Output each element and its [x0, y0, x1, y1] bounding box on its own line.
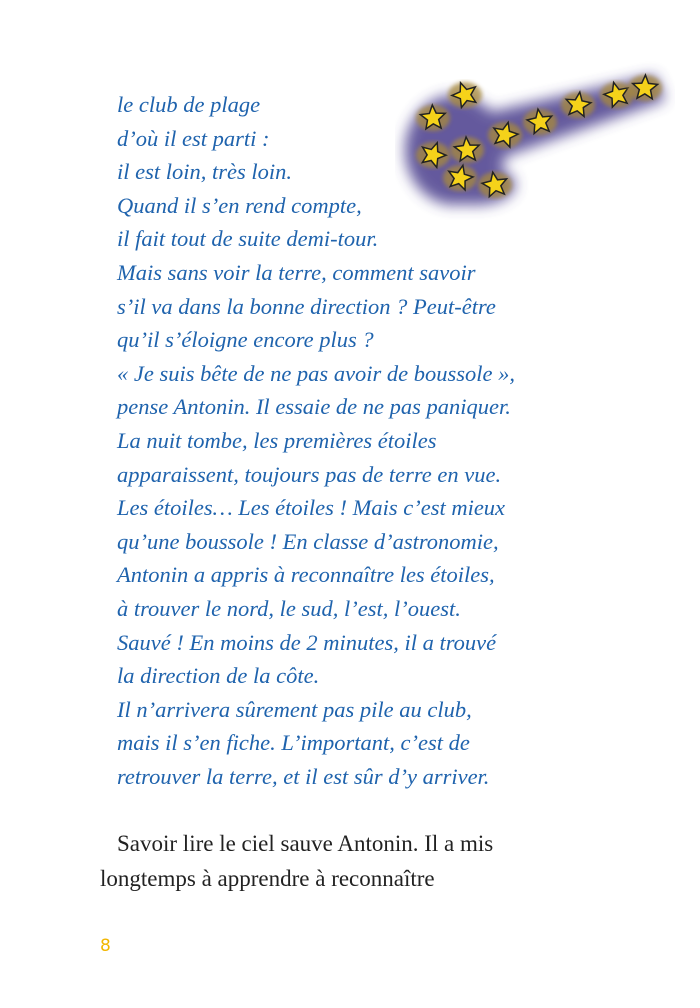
story-line: retrouver la terre, et il est sûr d’y arriver.: [117, 763, 490, 789]
story-line: Mais sans voir la terre, comment savoir: [117, 259, 476, 285]
page-number: 8: [100, 936, 111, 956]
story-line: qu’il s’éloigne encore plus ?: [117, 327, 374, 353]
story-line: pense Antonin. Il essaie de ne pas paniquer.: [117, 394, 511, 420]
story-line: mais il s’en fiche. L’important, c’est de: [117, 730, 470, 756]
story-line: s’il va dans la bonne direction ? Peut-être: [117, 293, 496, 319]
paragraph-line: longtemps à apprendre à reconnaître: [100, 866, 435, 891]
story-line: « Je suis bête de ne pas avoir de boussole »,: [117, 360, 516, 386]
story-text: [117, 88, 515, 793]
story-line: il fait tout de suite demi-tour.: [117, 226, 379, 252]
story-line: Les étoiles… Les étoiles ! Mais c’est mieux: [117, 495, 506, 521]
story-line: qu’une boussole ! En classe d’astronomie,: [117, 528, 499, 554]
story-line: Sauvé ! En moins de 2 minutes, il a trouvé: [117, 629, 497, 655]
story-line: apparaissent, toujours pas de terre en vue.: [117, 461, 502, 487]
paragraph-line: Savoir lire le ciel sauve Antonin. Il a mis: [117, 831, 494, 856]
story-line: le club de plage: [117, 92, 261, 117]
story-line: d’où il est parti :: [117, 125, 270, 151]
story-line: La nuit tombe, les premières étoiles: [117, 427, 437, 453]
story-line: Quand il s’en rend compte,: [117, 192, 362, 218]
story-line: Antonin a appris à reconnaître les étoiles,: [117, 562, 495, 588]
body-paragraph: [100, 826, 493, 896]
story-line: il est loin, très loin.: [117, 159, 293, 185]
story-line: la direction de la côte.: [117, 663, 320, 689]
story-line: à trouver le nord, le sud, l’est, l’ouest.: [117, 595, 461, 621]
story-line: Il n’arrivera sûrement pas pile au club,: [117, 696, 472, 722]
